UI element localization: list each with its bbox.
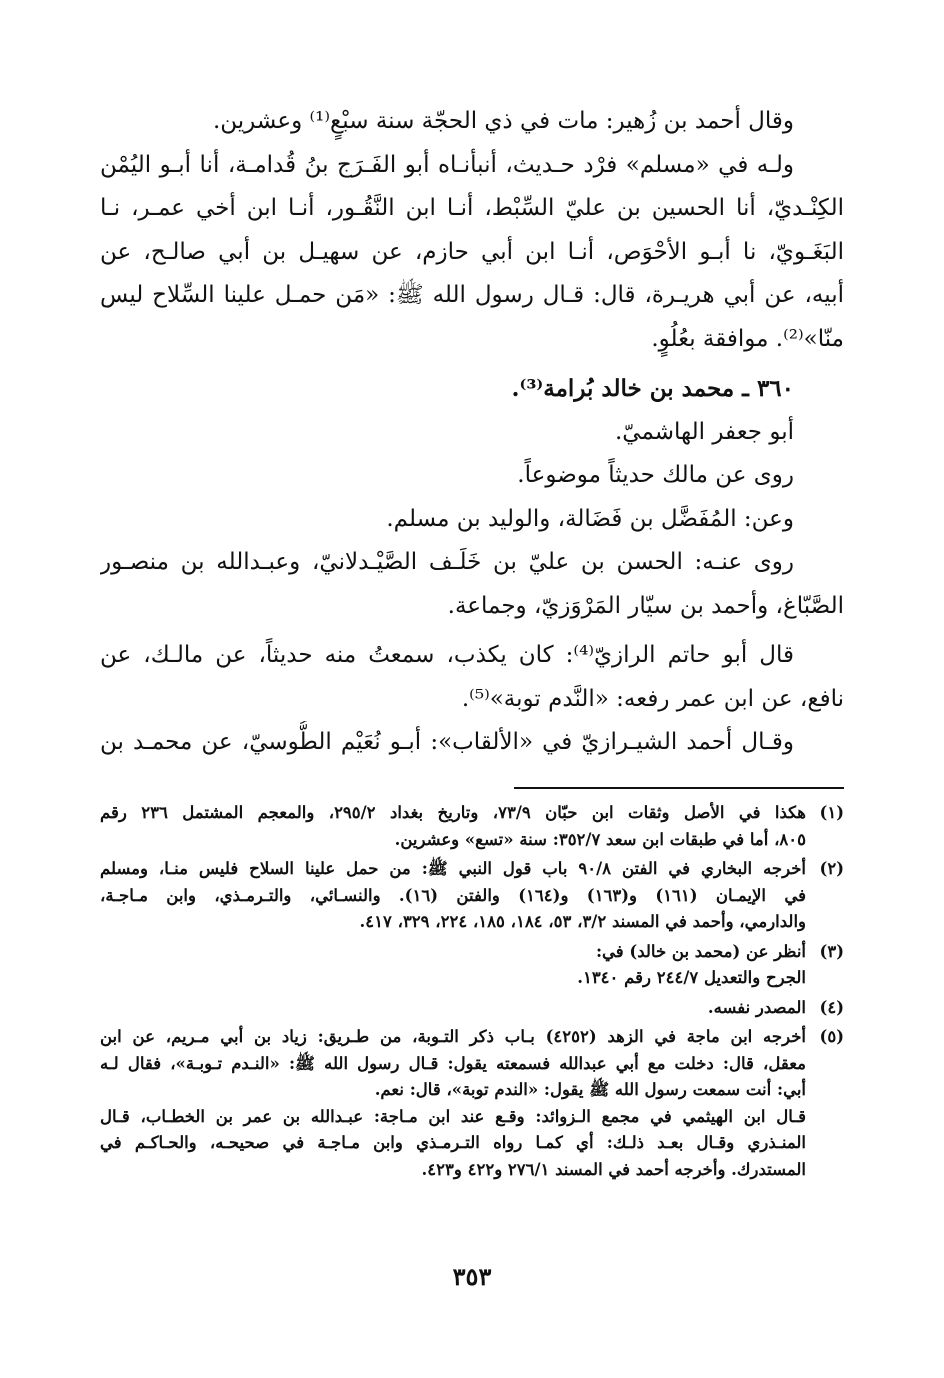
footnotes: [100, 800, 844, 1183]
footnote-number: (٥): [819, 1027, 844, 1046]
text-line: البَغَـويّ، نا أبـو الأحْوَص، أنـا ابن أبي حازم، عن سهيـل بن أبي صالـح، عن: [100, 238, 844, 265]
footnote-text: والدارمي، وأحمد في المسند ٣/٢، ٥٣، ١٨٤، ١٨٥، ٢٢٤، ٣٢٩، ٤١٧.: [359, 912, 806, 931]
footnote: [100, 800, 844, 853]
text-line: منّا»⁽²⁾. موافقة بعُلُوٍ.: [651, 325, 844, 352]
footnote-number: (١): [819, 803, 844, 822]
footnote-text: أبي: أنت سمعت رسول الله ﷺ يقول: «الندم توبة»، قال: نعم.: [374, 1080, 806, 1099]
footnote-text: المستدرك. وأخرجه أحمد في المسند ٢٧٦/١ و٤٢٢ و٤٢٣.: [421, 1159, 806, 1179]
footnote-text: أخرجه البخاري في الفتن ٩٠/٨ باب قول النبي ﷺ: من حمل علينا السلاح فليس منـا، ومسلم: [100, 859, 806, 878]
entry-heading: ٣٦٠ ـ محمد بن خالد بُرامة⁽³⁾.: [511, 375, 794, 402]
footnote-number: (٢): [819, 859, 844, 878]
text-line: وقال أحمد بن زُهير: مات في ذي الحجّة سنة سبْعٍ⁽¹⁾ وعشرين.: [212, 108, 794, 134]
footnote-number: (٣): [819, 941, 844, 961]
text-line: روى عن مالك حديثاً موضوعاً.: [517, 462, 794, 488]
text-line: نافع، عن ابن عمر رفعه: «النَّدم توبة»⁽⁵⁾.: [461, 685, 844, 712]
text-line: وعن: المُفَضَّل بن فَضَالة، والوليد بن مسلم.: [386, 505, 794, 532]
footnote: [100, 1024, 844, 1183]
page-number: ٣٥٣: [452, 1262, 492, 1291]
text-line: أبو جعفر الهاشميّ.: [615, 418, 794, 445]
footnote-text: ٨٠٥، أما في طبقات ابن سعد ٣٥٢/٧: سنة «تسع» وعشرين.: [394, 829, 806, 849]
footnote-text: أنظر عن (محمد بن خالد) في:: [595, 941, 806, 961]
footnote-text: المنـذري وقـال بعـد ذلـك: أي كمـا رواه التـرمـذي وابن مـاجـة في صحيحـه، والحـاكـم في: [100, 1133, 806, 1152]
text-line: أبيه، عن أبي هريـرة، قال: قـال رسول الله ﷺ: «مَن حمـل علينا السِّلاح ليس: [100, 282, 844, 308]
text-line: الكِنْـديّ، أنا الحسين بن عليّ السِّبْط، أنـا ابن النَّقُـور، أنـا ابن أخي عمـر، نـا: [100, 195, 844, 221]
footnote-text: المصدر نفسه.: [707, 997, 806, 1017]
footnote-text: الجرح والتعديل ٢٤٤/٧ رقم ١٣٤٠.: [577, 968, 806, 987]
footnote-text: في الإيمـان (١٦١) و(١٦٣) و(١٦٤) والفتن (١٦). والنسـائي، والتـرمـذي، وابن مـاجـة،: [100, 885, 807, 905]
text-line: ولـه في «مسلم» فرْد حـديث، أنبأنـاه أبو الفَـرَج بنُ قُدامـة، أنا أبـو اليُمْن: [100, 151, 794, 178]
footnote-divider: [514, 787, 844, 789]
footnote-text: قـال ابن الهيثمي في مجمع الـزوائد: وقـع عند ابن مـاجة: عبـدالله بن عمر بن الخطـاب، قـال: [100, 1106, 806, 1126]
text-line: روى عنـه: الحسن بن عليّ بن خَلَـف الصَّيْـدلانيّ، وعبـدالله بن منصـور: [100, 549, 794, 575]
main-text: [100, 100, 844, 765]
text-line: قال أبو حاتم الرازيّ⁽⁴⁾: كان يكذب، سمعتُ منه حديثاً، عن مالـك، عن: [100, 642, 794, 668]
footnote-text: أخرجه ابن ماجة في الزهد (٤٢٥٢) بـاب ذكر التـوبة، من طـريق: زياد بن أبي مـريم، عن ابن: [100, 1027, 806, 1046]
footnote: [100, 995, 844, 1022]
text-line: الصَّبّاغ، وأحمد بن سيّار المَرْوَزيّ، وجماعة.: [447, 592, 844, 619]
footnote: [100, 939, 844, 992]
footnote-number: (٤): [819, 997, 844, 1017]
footnote-text: معقل، قال: دخلت مع أبي عبدالله فسمعته يقول: قـال رسول الله ﷺ: «النـدم تـوبـة»، فقال لـه: [100, 1053, 806, 1073]
footnote-text: هكذا في الأصل وثقات ابن حبّان ٧٣/٩، وتاريخ بغداد ٢٩٥/٢، والمعجم المشتمل ٢٣٦ رقم: [100, 803, 806, 822]
text-line: وقـال أحمد الشيـرازيّ في «الألقاب»: أبـو نُعَيْم الطُّوسيّ، عن محمـد بن: [100, 729, 794, 755]
footnote: [100, 856, 844, 936]
